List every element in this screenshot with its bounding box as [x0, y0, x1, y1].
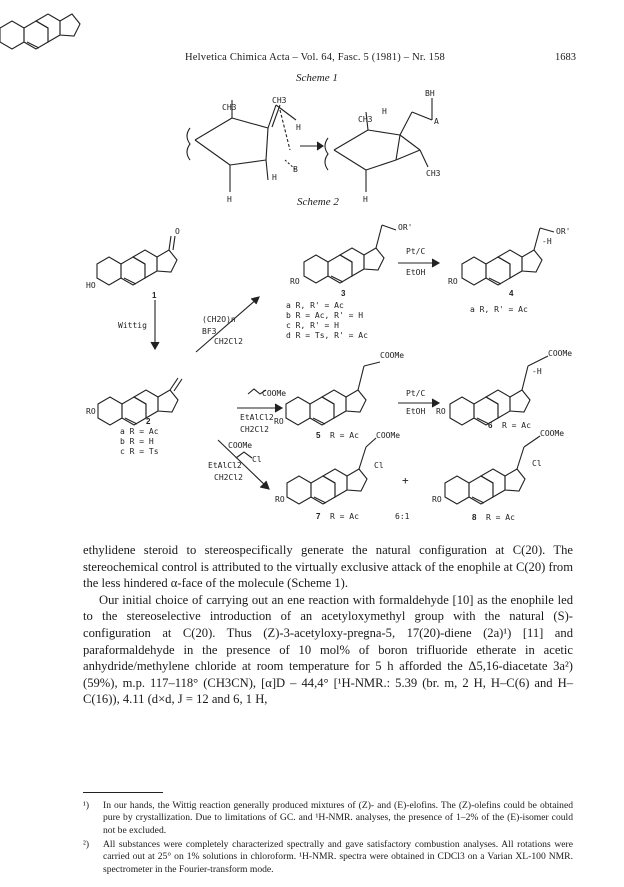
steroid-skeleton-template — [0, 14, 80, 49]
compound-3-number: 3 — [341, 289, 346, 298]
label-cl8: Cl — [532, 459, 542, 468]
paragraph-1: ethylidene steroid to stereospecifically generate the natural configuration at C(20). The stereochemical control is attributed to the virtually exclusive attack of the enophile at C(20) from the less hindered α-face of the molecule (Scheme 1). — [83, 543, 573, 591]
plus-sign: + — [402, 474, 409, 487]
paragraph-2: Our initial choice of carrying out an ene reaction with formaldehyde [10] as the enophile led to the stereoselective introduction of an acetyloxymethyl group with the natural (S)-configuration at C(20). Thus (Z)-3-acetyloxy-pregna-5, 17(20)-diene (2a)¹) [11] and paraformaldehyde in the presence of 10 mol% of boron trifluoride etherate in acetic anhydride/methylene chloride at room temperature for 5 h afforded the Δ5,16-diacetate 3a²) (59%), m.p. 117–118° (CH3CN), [α]D – 44,4° [¹H-NMR.: 5.39 (br. m, 2 H, H–C(6) and H–C(16)), 4.11 (d×d, J = 12 and 6, 1 H, — [83, 592, 573, 707]
compound-3-structure — [304, 248, 384, 283]
compound-3a: a R, R' = Ac — [286, 301, 344, 310]
label-coome6: COOMe — [548, 349, 573, 358]
compound-8a: R = Ac — [486, 513, 515, 522]
label-ro3: RO — [290, 277, 300, 286]
acrylate-label: COOMe — [262, 389, 287, 398]
s1-ch3-c: CH3 — [358, 115, 373, 124]
wittig-label: Wittig — [118, 321, 147, 330]
footnote-2-number: ²) — [83, 839, 90, 850]
label-coome5: COOMe — [380, 351, 405, 360]
s1-h-top: H — [296, 123, 301, 132]
compound-6a: R = Ac — [502, 421, 531, 430]
label-or4: OR' — [556, 227, 571, 236]
compound-2b: b R = H — [120, 437, 154, 446]
reagent-ch2cl2: CH2Cl2 — [214, 337, 243, 346]
isomer-ratio: 6:1 — [395, 512, 410, 521]
compound-3d: d R = Ts, R' = Ac — [286, 331, 368, 340]
ch2cl2-label-2: CH2Cl2 — [214, 473, 243, 482]
label-ro4: RO — [448, 277, 458, 286]
compound-1-number: 1 — [152, 291, 157, 300]
s1-h-mid: H — [272, 173, 277, 182]
label-ro5: RO — [274, 417, 284, 426]
s1-h-c: H — [382, 107, 387, 116]
compound-7-number: 7 — [316, 512, 321, 521]
page-number: 1683 — [555, 52, 576, 63]
compound-7-structure — [287, 469, 367, 504]
compound-2-structure — [98, 390, 178, 425]
ptc-2: Pt/C — [406, 389, 426, 398]
chloroacrylate-label: COOMe — [228, 441, 253, 450]
s1-ch3-b: CH3 — [272, 96, 287, 105]
compound-2-number: 2 — [146, 417, 151, 426]
scheme1-reactant-structure — [187, 100, 296, 192]
compound-2a: a R = Ac — [120, 427, 159, 436]
compound-7a: R = Ac — [330, 512, 359, 521]
etoh-2: EtOH — [406, 407, 426, 416]
s1-b: B — [293, 165, 298, 174]
compound-8-structure — [445, 469, 525, 504]
scheme-1-title: Scheme 1 — [296, 72, 338, 84]
scheme1-product-structure — [325, 98, 432, 192]
reagent-bf3: BF3 — [202, 327, 217, 336]
s1-h-d: H — [363, 195, 368, 204]
etalcl2-label: EtAlCl2 — [240, 413, 274, 422]
footnote-1-text: In our hands, the Wittig reaction generally produced mixtures of (Z)- and (E)-elofins. The (Z)-olefins could be obtained pure by crystallization. Due to limitations of GC. and ¹H-NMR. analyses, the presence of 1–2% of the (E)-isomer could not be excluded. — [103, 800, 573, 836]
label-cl7: Cl — [374, 461, 384, 470]
label-coome7: COOMe — [376, 431, 401, 440]
compound-5-structure — [286, 390, 366, 425]
label-ro2: RO — [86, 407, 96, 416]
compound-5-number: 5 — [316, 431, 321, 440]
s1-h-bottom: H — [227, 195, 232, 204]
ptc-1: Pt/C — [406, 247, 426, 256]
label-h4: -H — [542, 237, 552, 246]
label-ho1: HO — [86, 281, 96, 290]
reagent-ch2o: (CH2O)n — [202, 315, 236, 324]
label-coome8: COOMe — [540, 429, 565, 438]
compound-6-number: 6 — [488, 421, 493, 430]
journal-citation: Helvetica Chimica Acta – Vol. 64, Fasc. 5 (1981) – Nr. 158 — [185, 52, 445, 63]
scheme-2-title: Scheme 2 — [297, 196, 339, 208]
s1-ch3-a: CH3 — [222, 103, 237, 112]
etalcl2-label-2: EtAlCl2 — [208, 461, 242, 470]
etoh-1: EtOH — [406, 268, 426, 277]
compound-3b: b R = Ac, R' = H — [286, 311, 364, 320]
ch2cl2-label: CH2Cl2 — [240, 425, 269, 434]
compound-8-number: 8 — [472, 513, 477, 522]
compound-4-number: 4 — [509, 289, 514, 298]
article-body — [83, 542, 573, 708]
s1-bh: BH — [425, 89, 435, 98]
label-ro7: RO — [275, 495, 285, 504]
compound-3c: c R, R' = H — [286, 321, 339, 330]
label-or3: OR' — [398, 223, 413, 232]
compound-4-structure — [462, 250, 542, 285]
label-ro8: RO — [432, 495, 442, 504]
compound-5a: R = Ac — [330, 431, 359, 440]
compound-6-structure — [450, 390, 530, 425]
footnote-1-number: ¹) — [83, 800, 90, 811]
footnote-2-text: All substances were completely characterized spectrally and gave satisfactory combustion analyses. All rotations were carried out at 25° on 1% solutions in chloroform. ¹H-NMR. spectra were obtained in CDCl3 on a Varian XL-100 NMR. spectrometer in the Fourier-transform mode. — [103, 839, 573, 875]
label-h6: -H — [532, 367, 542, 376]
s1-a: A — [434, 117, 439, 126]
label-o1: O — [175, 227, 180, 236]
compound-2c: c R = Ts — [120, 447, 159, 456]
chloroacrylate-cl: Cl — [252, 455, 262, 464]
compound-4a: a R, R' = Ac — [470, 305, 528, 314]
label-ro6: RO — [436, 407, 446, 416]
compound-1-structure — [97, 250, 177, 285]
footnote-rule — [83, 792, 163, 793]
s1-ch3-d: CH3 — [426, 169, 441, 178]
